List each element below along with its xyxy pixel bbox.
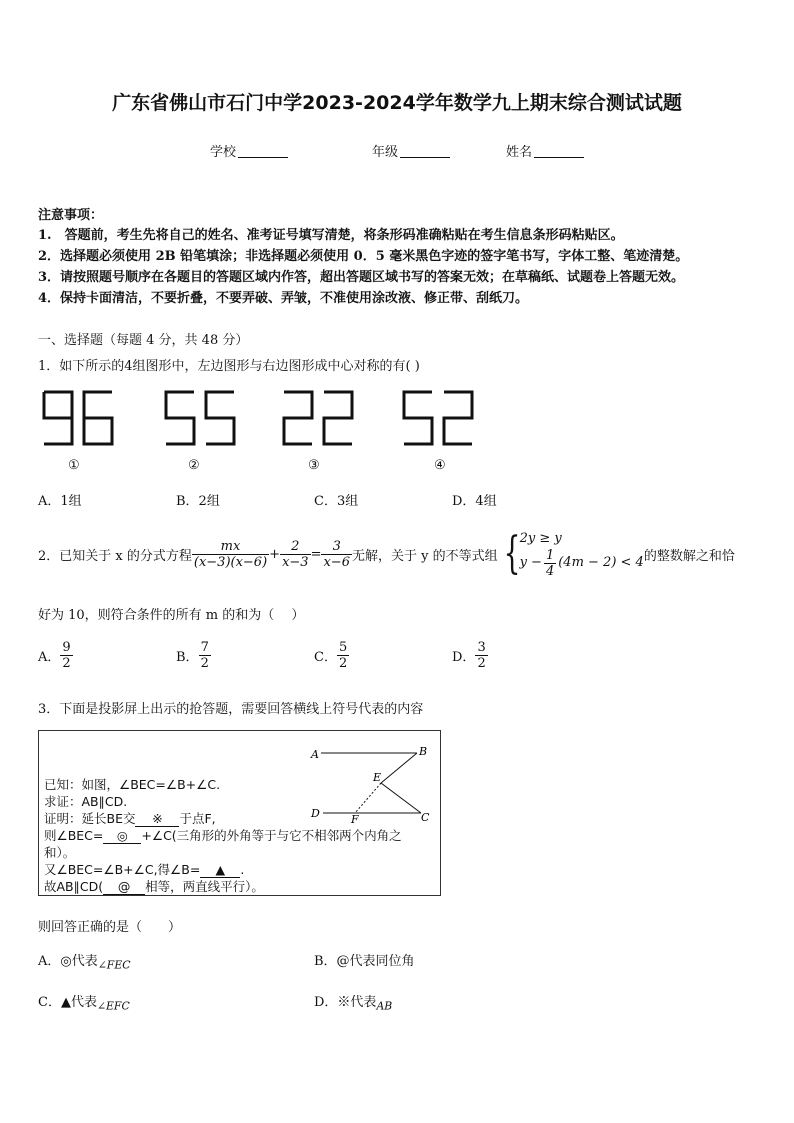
option-fraction — [337, 640, 349, 671]
segment-be — [381, 753, 417, 783]
q1-option-b[interactable]: B．2组 — [176, 494, 220, 509]
inequality-1: 2y ≥ y — [519, 530, 562, 546]
name-field[interactable] — [506, 141, 584, 160]
digit-2-shape — [284, 392, 312, 444]
notice-item: 3．请按照题号顺序在各题目的答题区域内作答，超出答题区域书写的答案无效；在草稿纸、试题卷上答题无效。 — [38, 270, 685, 285]
section-heading: 一、选择题（每题 4 分，共 48 分） — [38, 333, 249, 348]
q1-stem: 1．如下所示的4组图形中，左边图形与右边图形成中心对称的有( ) — [38, 359, 420, 374]
proof-box — [38, 730, 441, 896]
digit-2-shape — [444, 392, 472, 444]
equals-sign: = — [310, 546, 322, 562]
figure-label: ④ — [434, 458, 446, 473]
q2-stem — [38, 524, 735, 584]
q2-frac1 — [192, 539, 269, 570]
name-blank[interactable] — [534, 144, 584, 158]
blank-symbol-reference-mark: ※ — [135, 811, 179, 827]
q3-stem: 3．下面是投影屏上出示的抢答题，需要回答横线上符号代表的内容 — [38, 702, 424, 717]
geometry-figure — [309, 741, 434, 823]
q2-frac3 — [321, 539, 352, 570]
proof-line4 — [44, 826, 402, 844]
option-text: D．※代表 — [314, 995, 377, 1010]
name-label: 姓名 — [506, 145, 533, 160]
inequality-system — [520, 530, 644, 579]
blank-symbol-bullseye: ◎ — [103, 828, 141, 844]
q2-option-d[interactable] — [452, 640, 488, 671]
frac-numerator: 2 — [291, 538, 300, 554]
proof-text-part: 故AB∥CD( — [44, 879, 104, 894]
frac-denominator: 2 — [477, 656, 486, 671]
proof-line6 — [44, 860, 244, 878]
school-blank[interactable] — [238, 144, 288, 158]
label-d: D — [311, 807, 320, 820]
q3-option-a[interactable] — [38, 950, 131, 972]
segment-ec — [381, 783, 421, 813]
option-letter: A． — [38, 650, 61, 665]
q2-mid: 无解，关于 y 的不等式组 — [351, 548, 498, 564]
proof-line5: 和）。 — [44, 845, 76, 860]
inequality-2 — [520, 548, 644, 579]
label-c: C — [421, 811, 430, 823]
frac-denominator: 2 — [338, 656, 348, 671]
digit-5-shape — [166, 392, 194, 444]
digit-6-shape — [84, 392, 112, 444]
proof-line3 — [44, 809, 216, 827]
label-a: A — [311, 748, 319, 761]
proof-given: 已知：如图，∠BEC=∠B+∠C. — [44, 777, 221, 792]
blank-symbol-at: @ — [103, 879, 145, 895]
notice-item: 2．选择题必须使用 2B 铅笔填涂；非选择题必须使用 0．5 毫米黑色字迹的签字笔书写，字体工整、笔迹清楚。 — [38, 249, 689, 264]
proof-line7 — [44, 877, 264, 895]
q1-digit-figures — [40, 388, 480, 450]
frac-numerator: 5 — [338, 640, 348, 655]
ineq2-part-a: y − — [519, 555, 542, 570]
school-label: 学校 — [210, 145, 237, 160]
frac-numerator: 9 — [62, 640, 71, 655]
proof-text-part: . — [240, 862, 245, 877]
proof-prove: 求证：AB∥CD. — [44, 794, 128, 809]
ineq2-part-b: (4m − 2) < 4 — [558, 555, 644, 570]
option-text: C．▲代表 — [38, 995, 97, 1010]
option-subscript: ∠EFC — [96, 999, 130, 1013]
proof-text-part: 相等，两直线平行）。 — [145, 879, 264, 894]
option-letter: C． — [314, 650, 337, 665]
figure-label: ① — [68, 458, 80, 473]
frac-numerator: 3 — [332, 538, 341, 554]
q3-question: 则回答正确的是（ ） — [38, 920, 182, 935]
page-title: 广东省佛山市石门中学2023-2024学年数学九上期末综合测试试题 — [112, 92, 682, 114]
option-subscript: ∠FEC — [97, 958, 131, 972]
figure-label: ③ — [308, 458, 320, 473]
frac-denominator: 2 — [62, 656, 71, 671]
frac-numerator: 7 — [200, 640, 209, 655]
notice-item: 4．保持卡面清洁，不要折叠，不要弄破、弄皱，不准使用涂改液、修正带、刮纸刀。 — [38, 291, 529, 306]
segment-ef-dashed — [355, 783, 381, 813]
q3-option-b[interactable] — [314, 950, 415, 969]
q2-prefix: 2．已知关于 x 的分式方程 — [38, 548, 192, 564]
q2-suffix: 的整数解之和恰 — [643, 548, 735, 564]
option-text: B．@代表同位角 — [314, 954, 415, 969]
proof-text-part: 又∠BEC=∠B+∠C,得∠B= — [44, 862, 201, 877]
q2-option-a[interactable] — [38, 640, 73, 671]
option-fraction — [199, 640, 211, 671]
q3-option-d[interactable] — [314, 991, 392, 1013]
ineq2-frac — [544, 548, 556, 579]
frac-numerator: 3 — [477, 640, 486, 655]
label-e: E — [373, 771, 382, 784]
q2-stem-line2: 好为 10，则符合条件的所有 m 的和为（ ） — [38, 608, 305, 623]
label-f: F — [351, 813, 359, 823]
frac-denominator: 4 — [545, 563, 555, 579]
notice-item: 1. 答题前，考生先将自己的姓名、准考证号填写清楚，将条形码准确粘贴在考生信息条形码粘贴区。 — [38, 228, 624, 243]
digit-2-shape — [324, 392, 352, 444]
frac-numerator: 1 — [545, 547, 555, 563]
q2-option-c[interactable] — [314, 640, 349, 671]
label-b: B — [419, 745, 428, 758]
q1-option-d[interactable]: D．4组 — [452, 494, 497, 509]
proof-text-part: 于点F, — [179, 811, 216, 826]
grade-label: 年级 — [372, 145, 399, 160]
digit-5-shape — [206, 392, 234, 444]
proof-text-part: 则∠BEC= — [44, 828, 104, 843]
system-brace: { — [503, 528, 520, 579]
option-letter: B． — [176, 650, 199, 665]
frac-denominator: 2 — [200, 656, 209, 671]
q2-option-b[interactable] — [176, 640, 211, 671]
frac-denominator: x−3 — [282, 554, 309, 570]
option-fraction — [475, 640, 487, 671]
option-subscript: AB — [376, 999, 393, 1013]
plus-sign: + — [269, 546, 281, 562]
notice-heading: 注意事项： — [38, 208, 104, 223]
option-fraction — [60, 640, 72, 671]
digit-9-shape — [44, 392, 72, 444]
grade-field[interactable] — [372, 141, 450, 160]
digit-5-shape — [404, 392, 432, 444]
blank-symbol-triangle: ▲ — [200, 862, 240, 878]
grade-blank[interactable] — [400, 144, 450, 158]
frac-denominator: (x−3)(x−6) — [193, 554, 268, 570]
proof-text-part: +∠C(三角形的外角等于与它不相邻两个内角之 — [141, 828, 402, 843]
proof-text-part: 证明：延长BE交 — [44, 811, 136, 826]
frac-numerator: mx — [220, 538, 241, 554]
q2-frac2 — [280, 539, 311, 570]
option-text: A．◎代表 — [38, 954, 98, 969]
q1-option-a[interactable]: A．1组 — [38, 494, 82, 509]
option-letter: D． — [452, 650, 476, 665]
figure-label: ② — [188, 458, 200, 473]
q3-option-c[interactable] — [38, 991, 130, 1013]
school-field[interactable] — [210, 141, 288, 160]
q1-option-c[interactable]: C．3组 — [314, 494, 359, 509]
frac-denominator: x−6 — [323, 554, 350, 570]
